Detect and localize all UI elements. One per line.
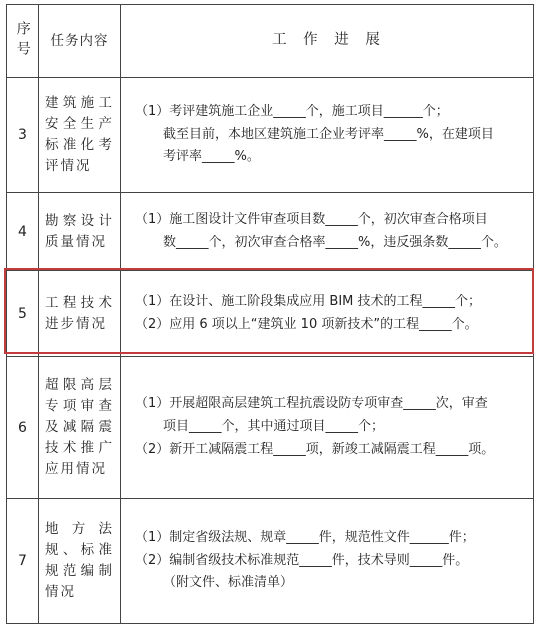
- table-row: [7, 357, 533, 499]
- progress-line: 截至目前，本地区建筑施工企业考评率_____%，在建项目: [163, 126, 494, 142]
- progress-line: （1）施工图设计文件审查项目数_____个，初次审查合格项目: [135, 211, 488, 227]
- header-task: [39, 5, 121, 77]
- row-task: [39, 78, 121, 192]
- table-row: [7, 499, 533, 623]
- progress-line: （2）应用 6 项以上“建筑业 10 项新技术”的工程_____个。: [135, 316, 478, 332]
- progress-line: （1）考评建筑施工企业_____个，施工项目______个；: [135, 103, 449, 119]
- row-seq: 3: [7, 78, 39, 192]
- row-task: [39, 357, 121, 498]
- row-task-text: 工程技术进步情况: [45, 294, 114, 332]
- progress-line: （2）编制省级技术标准规范_____件，技术导则_____件。: [135, 552, 469, 568]
- row-task: [39, 271, 121, 356]
- header-seq-label: 序号: [14, 21, 31, 61]
- header-seq: [7, 5, 39, 77]
- header-progress-label: 工 作 进 展: [272, 32, 386, 49]
- row-seq: 6: [7, 357, 39, 498]
- row-task-text: 超限高层专项审查及减隔震技术推广应用情况: [45, 377, 114, 477]
- progress-line: 考评率_____%。: [163, 149, 260, 165]
- table-row: [7, 193, 533, 271]
- row-progress: [121, 271, 533, 356]
- row-seq: 5: [7, 271, 39, 356]
- row-task: [39, 193, 121, 270]
- row-task-text: 建筑施工安全生产标准化考评情况: [45, 95, 114, 174]
- progress-line: 数_____个，初次审查合格率_____%，违反强条数_____个。: [163, 234, 507, 250]
- row-progress: [121, 78, 533, 192]
- row-seq: 4: [7, 193, 39, 270]
- row-progress: [121, 499, 533, 623]
- progress-line: （2）新开工减隔震工程_____项，新竣工减隔震工程_____项。: [135, 441, 495, 457]
- header-task-label: 任务内容: [50, 32, 109, 49]
- progress-table: [6, 4, 534, 624]
- row-progress: [121, 193, 533, 270]
- table-header-row: [7, 5, 533, 78]
- row-seq: 7: [7, 499, 39, 623]
- header-progress: [121, 5, 533, 77]
- progress-line: （1）开展超限高层建筑工程抗震设防专项审查_____次，审查: [135, 396, 488, 412]
- row-task-text: 勘察设计质量情况: [45, 212, 114, 250]
- row-task-text: 地方法规、标准规范编制情况: [45, 521, 114, 600]
- progress-line: （1）制定省级法规、规章_____件，规范性文件______件；: [135, 529, 475, 545]
- row-progress: [121, 357, 533, 498]
- row-task: [39, 499, 121, 623]
- progress-line: 项目_____个，其中通过项目_____个；: [163, 419, 385, 435]
- table-row: [7, 78, 533, 193]
- table-row: [7, 271, 533, 357]
- progress-note: （附文件、标准清单）: [163, 575, 294, 591]
- progress-line: （1）在设计、施工阶段集成应用 BIM 技术的工程_____个；: [135, 293, 482, 309]
